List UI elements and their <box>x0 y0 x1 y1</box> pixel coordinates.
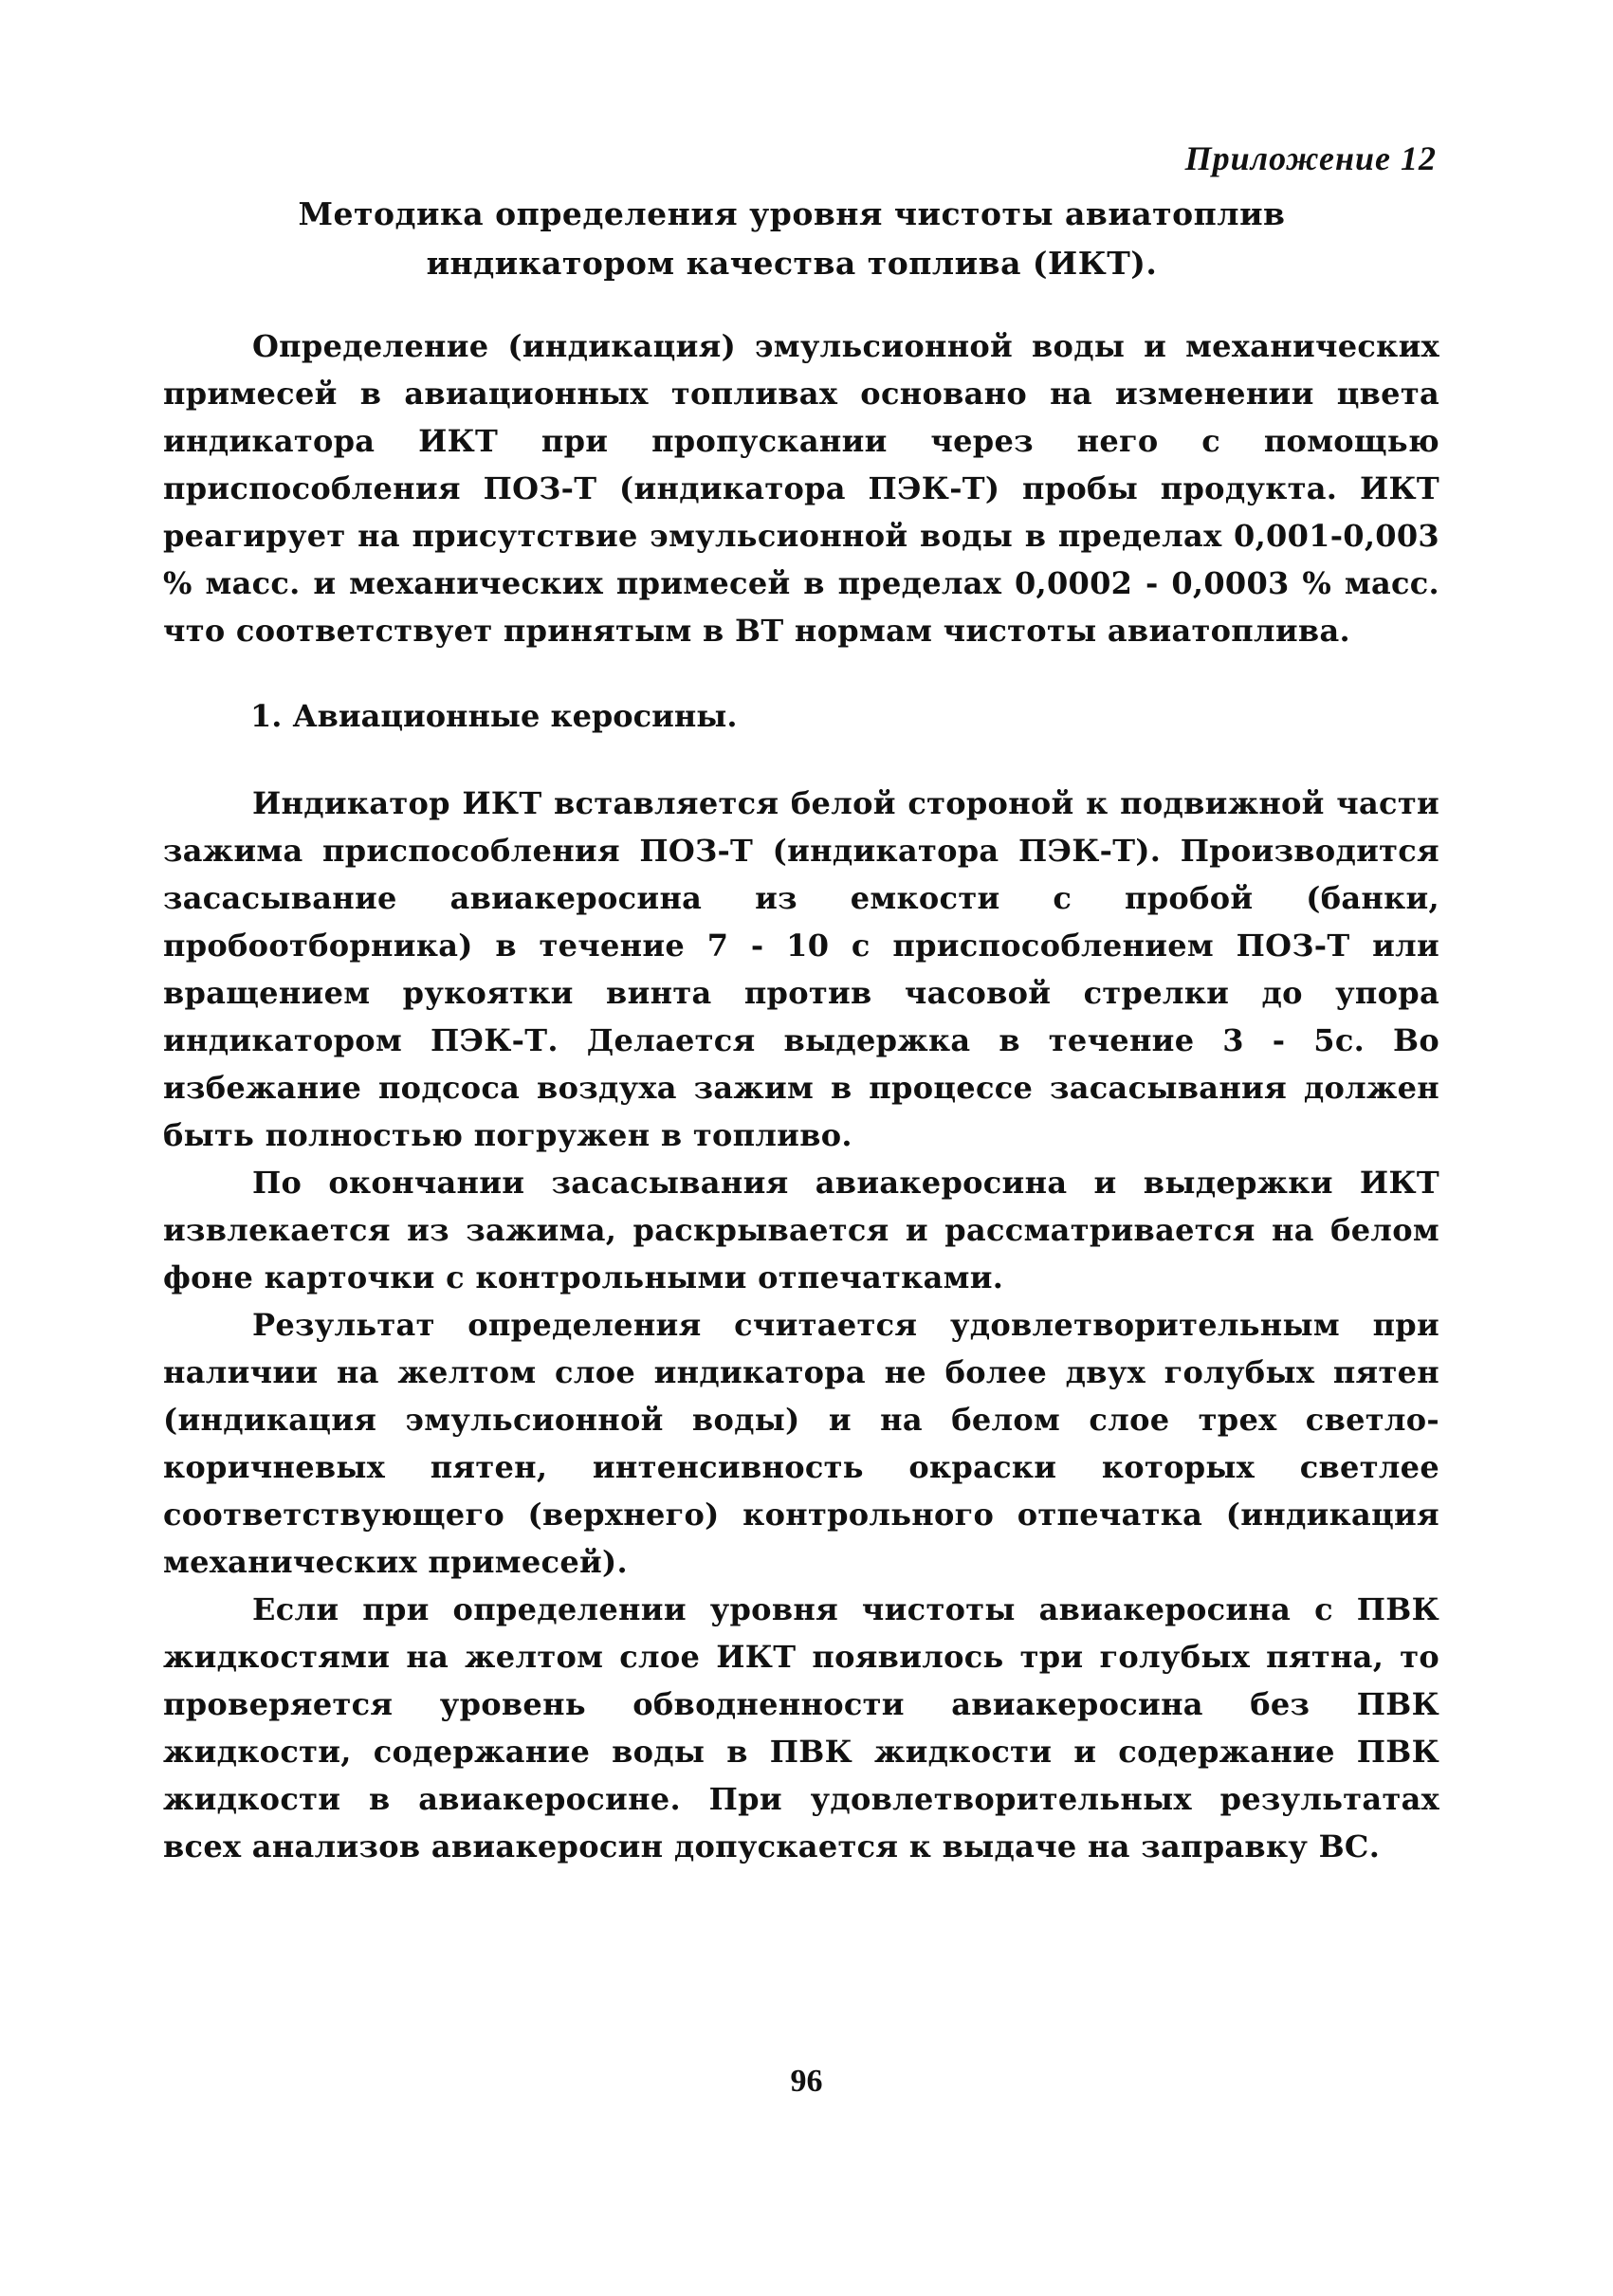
paragraph-procedure: Индикатор ИКТ вставляется белой стороной к подвижной части зажима приспособления ПОЗ-Т (индикатора ПЭК-Т). Производится засасывание авиакеросина из емкости с пробой (банки, пробоотборника) в течение 7 - 10 с приспособлением ПОЗ-Т или вращением рукоятки винта против часовой стрелки до упора индикатором ПЭК-Т. Делается выдержка в течение 3 - 5с. Во избежание подсоса воздуха зажим в процессе засасывания должен быть полностью погружен в топливо. <box>163 785 1439 1153</box>
paragraph-pvk: Если при определении уровня чистоты авиакеросина с ПВК жидкостями на желтом слое ИКТ появилось три голубых пятна, то проверяется уровень обводненности авиакеросина без ПВК жидкости, содержание воды в ПВК жидкости и содержание ПВК жидкости в авиакеросине. При удовлетворительных результатах всех анализов авиакеросин допускается к выдаче на заправку ВС. <box>163 1591 1439 1864</box>
intro-block <box>163 322 1439 654</box>
intro-paragraph: Определение (индикация) эмульсионной воды и механических примесей в авиационных топливах основано на изменении цвета индикатора ИКТ при пропускании через него с помощью приспособления ПОЗ-Т (индикатора ПЭК-Т) пробы продукта. ИКТ реагирует на присутствие эмульсионной воды в пределах 0,001-0,003 % масс. и механических примесей в пределах 0,0002 - 0,0003 % масс. что соответствует принятым в ВТ нормам чистоты авиатоплива. <box>163 328 1439 649</box>
page-title: Методика определения уровня чистоты авиатоплив индикатором качества топлива (ИКТ). <box>298 195 1286 282</box>
section-body <box>163 780 1439 1870</box>
paragraph-result: Результат определения считается удовлетворительным при наличии на желтом слое индикатора не более двух голубых пятен (индикация эмульсионной воды) и на белом слое трех светло-коричневых пятен, интенсивность окраски которых светлее соответствующего (верхнего) контрольного отпечатка (индикация механических примесей). <box>163 1307 1439 1580</box>
appendix-label: Приложение 12 <box>1184 139 1437 177</box>
paragraph-extraction: По окончании засасывания авиакеросина и выдержки ИКТ извлекается из зажима, раскрывается и рассматривается на белом фоне карточки с контрольными отпечатками. <box>163 1165 1439 1295</box>
page-number: 96 <box>790 2064 823 2099</box>
section-heading: 1. Авиационные керосины. <box>250 698 738 734</box>
